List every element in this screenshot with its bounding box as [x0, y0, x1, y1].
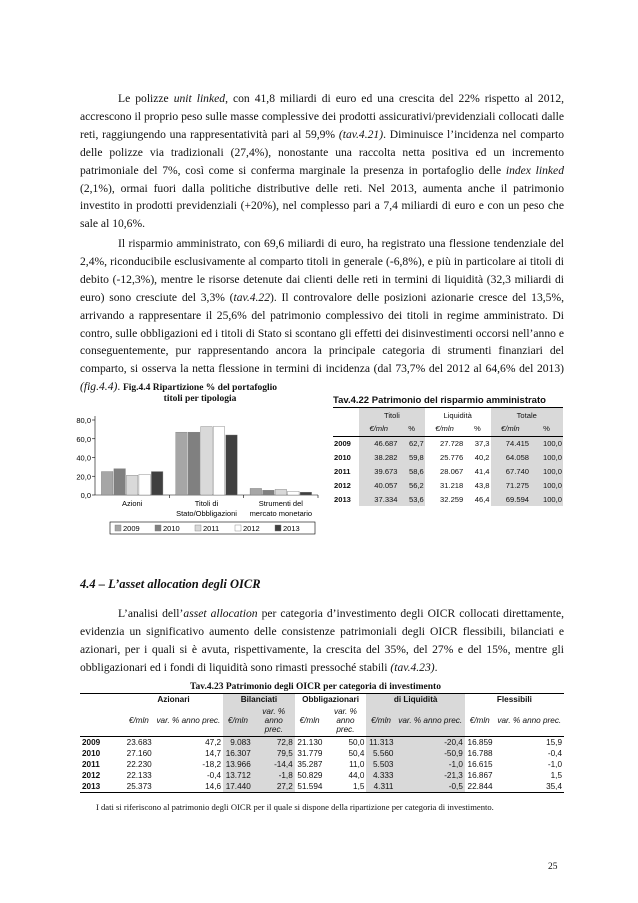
bar-2009-1: [176, 432, 188, 495]
table-cell: 37,3: [474, 438, 490, 448]
table-cell: 15,9: [546, 738, 562, 748]
table-cell: 13.712: [223, 770, 253, 781]
table-cell: 79,5: [253, 748, 295, 759]
table-cell: 11.313: [366, 737, 395, 748]
table-cell: 43,8: [474, 480, 490, 490]
section-title: 4.4 – L’asset allocation degli OICR: [80, 577, 261, 591]
table-cell: 27.728: [440, 438, 464, 448]
bar-2010-0: [114, 469, 126, 495]
term-index-linked: index linked: [505, 163, 564, 177]
tav422-unit: €/mln: [359, 422, 399, 436]
tav423-table: [80, 693, 564, 793]
table-cell: 67.740: [491, 464, 531, 478]
table-cell: -50,9: [396, 748, 465, 759]
table-cell: 58,6: [399, 464, 425, 478]
x-tick-label: [250, 499, 313, 518]
table-cell: 9.083: [223, 737, 253, 748]
text-run: ). Il controvalore delle posizioni azionarie cresce del 13,5%, arrivando a rappresentare il 25,6% del patrimonio complessivo dei titoli in regime amministrato. Di contro, sulle obbligazioni ed i titoli di Stato si scontano gli effetti dei disinvestimenti occorsi nell’anno e conseguentemente, pur rappresentando ancora la principale categoria di strumenti finanziari del comparto, si osserva la netta flessione in termini di incidenza (dal 73,7% del 2012 al 64,6% del 2013): [80, 290, 564, 376]
table-cell: 17.440: [223, 781, 253, 792]
table-cell: 69.594: [491, 492, 531, 506]
table-cell: 16.859: [467, 738, 493, 748]
table-cell: 72,8: [253, 737, 295, 748]
x-tick-label-line: Titoli di: [194, 499, 219, 508]
term-unit-linked: unit linked: [173, 92, 226, 105]
table-cell: 40,2: [474, 452, 490, 462]
table-cell: 53,6: [399, 492, 425, 506]
paragraph-risparmio-amministrato: [80, 235, 564, 396]
row-year: 2009: [334, 438, 351, 448]
table-cell: 23.683: [126, 738, 152, 748]
row-year: 2010: [334, 452, 351, 462]
table-cell: -0,4: [206, 771, 222, 781]
text-run: , con 41,8 miliardi di euro ed una crescita del 22% rispetto al 2012, accrescono il proprio peso sulle masse complessive dei prodotti assicurativi/previdenziali collocati dalle reti, raggiungendo una rappresentatività pari al 59,9%: [80, 92, 565, 141]
row-year: 2010: [82, 748, 101, 758]
row-year: 2013: [82, 782, 101, 792]
table-cell: 31.779: [297, 748, 323, 758]
bar-2011-2: [275, 489, 287, 495]
table-cell: -0,5: [396, 781, 465, 792]
table-cell: 46.687: [359, 436, 399, 450]
bar-2012-0: [139, 474, 151, 495]
table-cell: 27.160: [126, 748, 152, 758]
tav423-footnote: I dati si riferiscono al patrimonio degli OICR per il quale si dispone della ripartizione per categoria di investimento.: [96, 802, 494, 812]
ref-tav423: (tav.4.23): [390, 660, 435, 674]
table-cell: 31.218: [440, 480, 464, 490]
table-cell: 39.673: [359, 464, 399, 478]
table-cell: 64.058: [491, 450, 531, 464]
table-cell: 35,4: [546, 782, 562, 792]
y-tick-label: 80,0: [76, 416, 91, 425]
table-cell: 4.333: [366, 770, 395, 781]
table-cell: -18,2: [202, 760, 222, 770]
ref-tav422: tav.4.22: [233, 290, 271, 304]
table-row: [333, 450, 563, 464]
tav423-unit: €/mln: [366, 705, 395, 737]
bar-2013-1: [226, 435, 238, 495]
table-cell: 16.307: [223, 748, 253, 759]
bar-2012-2: [288, 491, 300, 495]
table-cell: 41,4: [474, 466, 490, 476]
table-cell: -20,4: [396, 737, 465, 748]
y-tick-label: 20,0: [76, 472, 91, 482]
x-tick-label-line: Azioni: [121, 499, 143, 508]
table-cell: 100,0: [530, 464, 563, 478]
tav423-unit: €/mln: [299, 715, 320, 725]
text-run: Le polizze: [118, 92, 174, 105]
table-cell: 50,4: [348, 748, 365, 758]
y-tick-label: 60,0: [76, 434, 91, 444]
table-cell: 46,4: [474, 494, 490, 504]
table-cell: 14,7: [205, 748, 222, 758]
table-cell: -1,0: [396, 759, 465, 770]
legend-swatch: [235, 525, 241, 531]
y-tick-label: 40,0: [76, 453, 91, 463]
table-cell: 100,0: [530, 492, 563, 506]
table-cell: 16.788: [467, 748, 493, 758]
y-tick-label: 0,0: [80, 491, 91, 500]
table-cell: -0,4: [547, 748, 562, 758]
table-cell: 40.057: [359, 478, 399, 492]
fig44-chart: [76, 408, 320, 548]
legend-label: 2013: [283, 524, 300, 533]
tav422-unit: €/mln: [491, 422, 531, 436]
legend-label: 2012: [243, 524, 260, 533]
table-cell: 37.334: [359, 492, 399, 506]
tav423-group: di Liquidità: [366, 694, 464, 705]
tav422-unit: %: [474, 424, 481, 434]
tav422-unit: %: [399, 422, 425, 436]
table-cell: 100,0: [530, 478, 563, 492]
tav423-var: var. % anno prec.: [333, 706, 357, 734]
table-cell: 100,0: [530, 450, 563, 464]
table-cell: 62,7: [399, 436, 425, 450]
table-cell: 100,0: [530, 436, 563, 450]
table-cell: 16.615: [467, 760, 493, 770]
x-tick-label-line: Stato/Obbligazioni: [176, 509, 237, 518]
text-run: Il risparmio amministrato, con 69,6 miliardi di euro, ha registrato una flessione tendenziale del 2,4%, riconducibile esclusivamente al comparto titoli in generale (-6,8%), e più in particolare ai titoli di debito (-12,3%), mentre le risorse detenute dai clienti delle reti in termini di liquidità (32,3 miliardi di euro) sono cresciute del 3,3% (: [80, 237, 564, 304]
bar-2013-0: [151, 472, 163, 495]
table-cell: 47,2: [205, 738, 222, 748]
legend-swatch: [115, 525, 121, 531]
fig44-title-line1: Fig.4.4 Ripartizione % del portafoglio: [122, 383, 278, 393]
text-run: (2,1%), ormai fuori dalla politiche distributive delle reti. Nel 2013, aumenta anche il patrimonio investito in prodotti previdenziali (+20%), nel complesso pari a 7,4 miliardi di euro e con un peso che sale al 10,6%.: [80, 181, 564, 231]
table-cell: 50.829: [297, 771, 323, 781]
tav422-group: Titoli: [359, 408, 425, 422]
fig44-title-line2: titoli per tipologia: [163, 394, 237, 404]
table-row: [333, 464, 563, 478]
tav423-group: Flessibili: [496, 694, 532, 704]
table-row: [80, 759, 564, 770]
table-cell: 1,5: [550, 771, 562, 781]
x-tick-label-line: Strumenti del: [258, 499, 303, 508]
text-run: .: [434, 660, 438, 674]
table-row: [80, 781, 564, 792]
row-year: 2012: [82, 771, 101, 781]
table-cell: 38.282: [359, 450, 399, 464]
tav423-var: var. % anno prec.: [253, 705, 295, 737]
tav422-unit: %: [530, 422, 563, 436]
term-asset-allocation: asset allocation: [183, 607, 258, 620]
bar-2011-1: [201, 427, 213, 495]
bar-2009-2: [250, 488, 261, 495]
tav423-group: Azionari: [157, 694, 190, 704]
table-cell: 1,5: [353, 782, 365, 792]
table-cell: 27,2: [253, 781, 295, 792]
tav422-table: [333, 408, 563, 506]
row-year: 2012: [334, 480, 351, 490]
table-cell: 22.844: [467, 782, 493, 792]
page-number: 25: [548, 862, 558, 872]
table-cell: 25.373: [126, 782, 152, 792]
legend-swatch: [195, 525, 201, 531]
text-run: .: [117, 380, 121, 394]
table-cell: 51.594: [297, 782, 323, 792]
ref-fig44: (fig.4.4): [80, 380, 118, 394]
table-cell: 11,0: [349, 760, 365, 770]
legend-label: 2009: [123, 524, 140, 533]
table-cell: -21,3: [396, 770, 465, 781]
legend-label: 2010: [163, 524, 180, 533]
table-row: [80, 737, 564, 748]
tav422-unit: €/mln: [435, 424, 454, 434]
ref-tav421: (tav.4.21): [338, 127, 384, 141]
bar-2012-1: [213, 427, 225, 495]
table-cell: 5.503: [366, 759, 395, 770]
tav422-title: Tav.4.22 Patrimonio del risparmio amministrato: [333, 395, 563, 408]
table-row: [333, 436, 563, 450]
table-cell: 50,0: [348, 738, 365, 748]
tav423-var: var. % anno prec.: [156, 715, 221, 725]
tav422-group: Totale: [491, 408, 563, 422]
x-tick-label: [122, 499, 143, 508]
table-cell: -1,0: [547, 760, 562, 770]
table-cell: 16.867: [467, 771, 493, 781]
table-cell: 22.230: [126, 760, 152, 770]
table-cell: 35.287: [297, 760, 323, 770]
bar-2011-0: [126, 475, 138, 495]
tav423-unit: €/mln: [223, 705, 253, 737]
table-cell: 44,0: [348, 771, 365, 781]
bar-2010-2: [263, 490, 275, 495]
table-cell: 56,2: [399, 478, 425, 492]
row-year: 2013: [334, 494, 351, 504]
table-cell: 21.130: [297, 738, 323, 748]
legend-label: 2011: [203, 524, 220, 533]
table-cell: 71.275: [491, 478, 531, 492]
fig44-title: [85, 383, 315, 405]
table-row: [333, 478, 563, 492]
tav423-unit: €/mln: [469, 715, 490, 725]
table-cell: 25.776: [440, 452, 464, 462]
table-cell: 4.311: [366, 781, 395, 792]
x-tick-label-line: mercato monetario: [249, 509, 313, 518]
legend-swatch: [155, 525, 161, 531]
tav423-title: Tav.4.23 Patrimonio degli OICR per categoria di investimento: [190, 682, 441, 692]
table-cell: 14,6: [205, 782, 222, 792]
table-cell: -1,8: [253, 770, 295, 781]
tav423-unit: €/mln: [128, 715, 149, 725]
legend-swatch: [275, 525, 281, 531]
tav423-var: var. % anno prec.: [396, 705, 465, 737]
tav423-var: var. % anno prec.: [497, 715, 562, 725]
bar-2013-2: [300, 492, 312, 495]
text-run: . Diminuisce l’incidenza nel comparto delle polizze via tradizionali (27,4%), nonostante una raccolta netta positiva ed un incremento patrimoniale del 7%, così come si conferma marginale la presenza in portafoglio delle: [80, 127, 564, 177]
tav423-group: Obbligazionari: [302, 694, 360, 704]
paragraph-unit-linked: [80, 90, 564, 233]
table-cell: -14,4: [253, 759, 295, 770]
table-cell: 59,8: [399, 450, 425, 464]
tav422-group: Liquidità: [443, 410, 472, 420]
paragraph-asset-allocation: [80, 605, 564, 677]
table-cell: 13.966: [223, 759, 253, 770]
bar-2010-1: [188, 432, 200, 495]
text-run: L’analisi dell’: [118, 607, 184, 620]
table-cell: 28.067: [440, 466, 464, 476]
tav423-group: Bilanciati: [223, 694, 295, 705]
table-cell: 5.560: [366, 748, 395, 759]
text-run: per categoria d’investimento degli OICR collocati direttamente, evidenzia un significativo aumento delle consistenze patrimoniali degli OICR flessibili, bilanciati e azionari, per i quali si è avuta, rispettivamente, la crescita del 35%, del 27% e del 15%, mentre gli obbligazionari ed i fondi di liquidità sono rimasti pressoché stabili: [80, 607, 564, 674]
table-cell: 74.415: [491, 436, 531, 450]
table-row: [80, 748, 564, 759]
table-cell: 22.133: [126, 771, 152, 781]
x-tick-label: [176, 499, 237, 518]
row-year: 2011: [334, 466, 351, 476]
table-row: [333, 492, 563, 506]
table-cell: 32.259: [440, 494, 464, 504]
bar-2009-0: [101, 472, 113, 495]
row-year: 2011: [82, 760, 100, 770]
table-row: [80, 770, 564, 781]
row-year: 2009: [82, 738, 101, 748]
